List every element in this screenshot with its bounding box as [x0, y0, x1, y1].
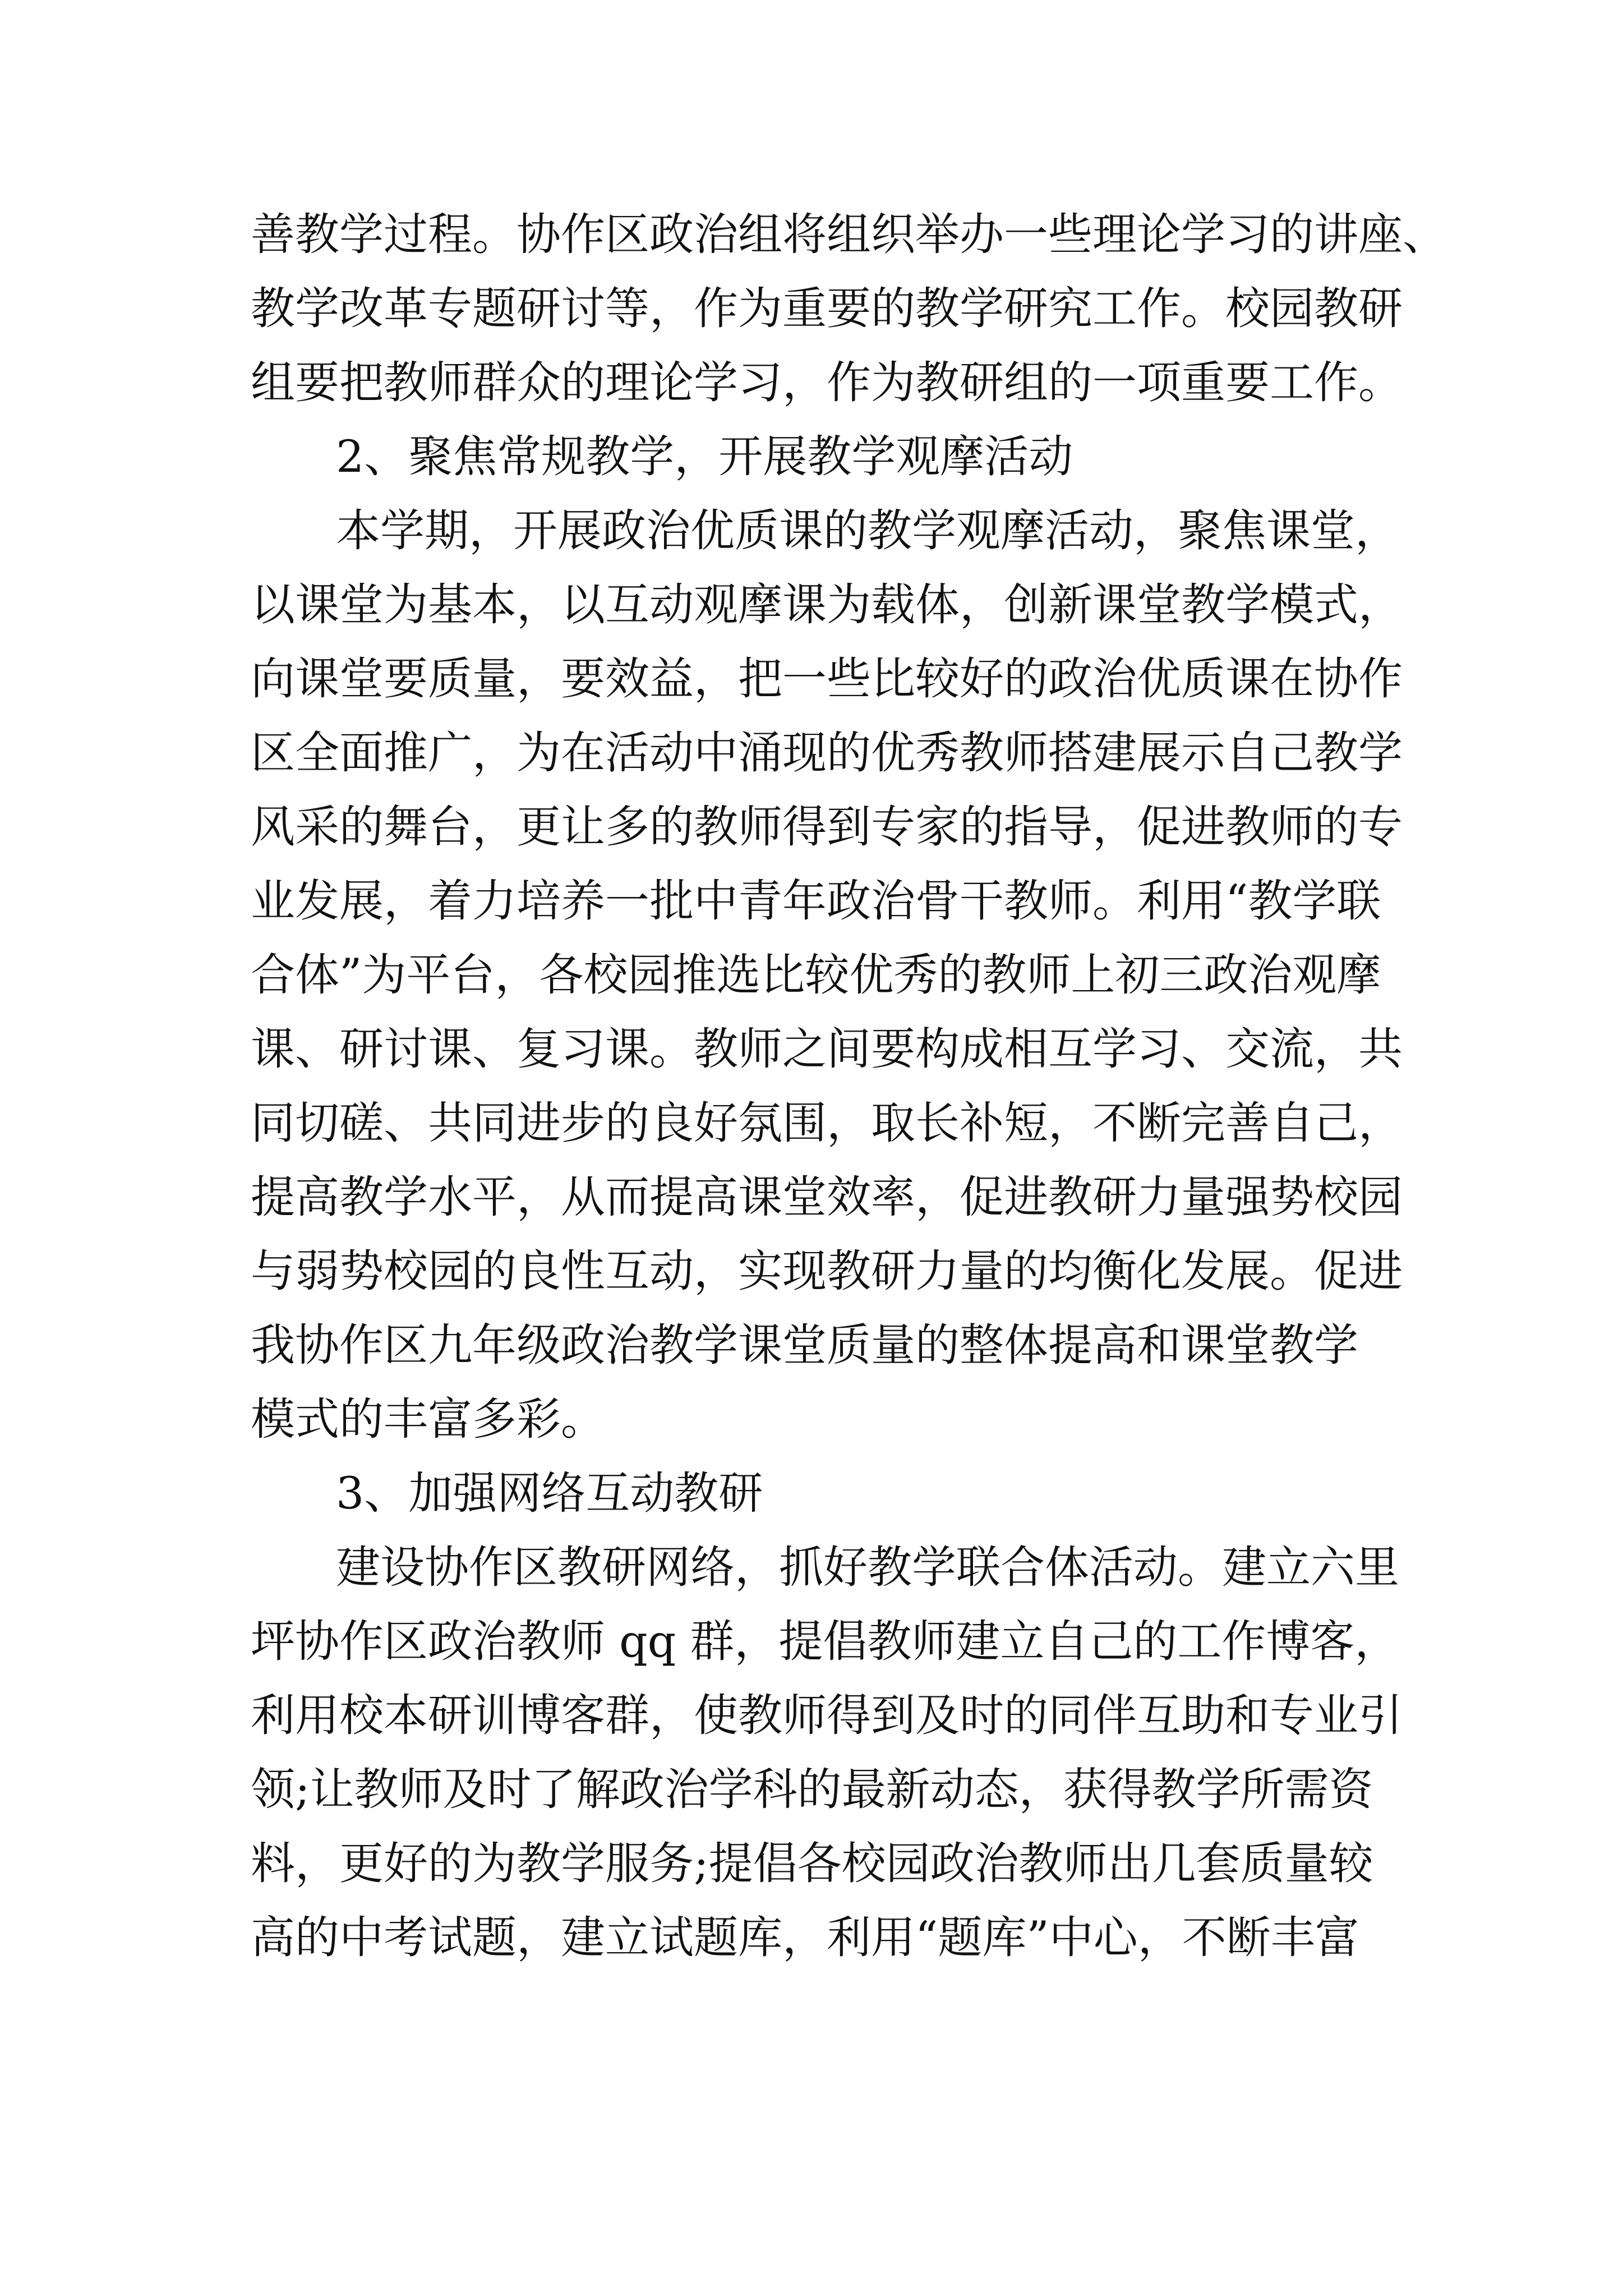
paragraph-first-line: 建设协作区教研网络，抓好教学联合体活动。建立六里	[336, 1542, 1399, 1593]
text-line: 课、研讨课、复习课。教师之间要构成相互学习、交流，共	[251, 1023, 1403, 1075]
text-line: 组要把教师群众的理论学习，作为教研组的一项重要工作。	[251, 357, 1403, 408]
text-line: 与弱势校园的良性互动，实现教研力量的均衡化发展。促进	[251, 1245, 1403, 1297]
text-line: 善教学过程。协作区政治组将组织举办一些理论学习的讲座、	[251, 209, 1447, 260]
text-line: 料，更好的为教学服务;提倡各校园政治教师出几套质量较	[251, 1838, 1373, 1889]
text-line: 我协作区九年级政治教学课堂质量的整体提高和课堂教学	[251, 1319, 1358, 1371]
text-line: 同切磋、共同进步的良好氛围，取长补短，不断完善自己，	[251, 1097, 1403, 1149]
text-line: 高的中考试题，建立试题库，利用“题库”中心，不断丰富	[251, 1912, 1359, 1963]
text-line: 利用校本研训博客群，使教师得到及时的同伴互助和专业引	[251, 1690, 1403, 1741]
text-line: 模式的丰富多彩。	[251, 1393, 605, 1445]
text-line: 业发展，着力培养一批中青年政治骨干教师。利用“教学联	[251, 875, 1381, 927]
text-line: 教学改革专题研讨等，作为重要的教学研究工作。校园教研	[251, 283, 1403, 334]
section-heading: 2、聚焦常规教学，开展教学观摩活动	[336, 431, 1073, 482]
section-heading: 3、加强网络互动教研	[336, 1467, 763, 1519]
text-line: 提高教学水平，从而提高课堂效率，促进教研力量强势校园	[251, 1171, 1403, 1223]
text-line: 领;让教师及时了解政治学科的最新动态，获得教学所需资	[251, 1764, 1373, 1815]
text-line: 以课堂为基本，以互动观摩课为载体，创新课堂教学模式，	[251, 579, 1403, 631]
document-body	[251, 197, 1447, 1975]
text-line: 合体”为平台，各校园推选比较优秀的教师上初三政治观摩	[251, 949, 1381, 1001]
text-line: 坪协作区政治教师 qq 群，提倡教师建立自己的工作博客，	[251, 1616, 1399, 1667]
text-line: 向课堂要质量，要效益，把一些比较好的政治优质课在协作	[251, 653, 1403, 705]
text-line: 风采的舞台，更让多的教师得到专家的指导，促进教师的专	[251, 801, 1403, 853]
text-line: 区全面推广，为在活动中涌现的优秀教师搭建展示自己教学	[251, 727, 1403, 779]
paragraph-first-line: 本学期，开展政治优质课的教学观摩活动，聚焦课堂，	[336, 505, 1399, 556]
